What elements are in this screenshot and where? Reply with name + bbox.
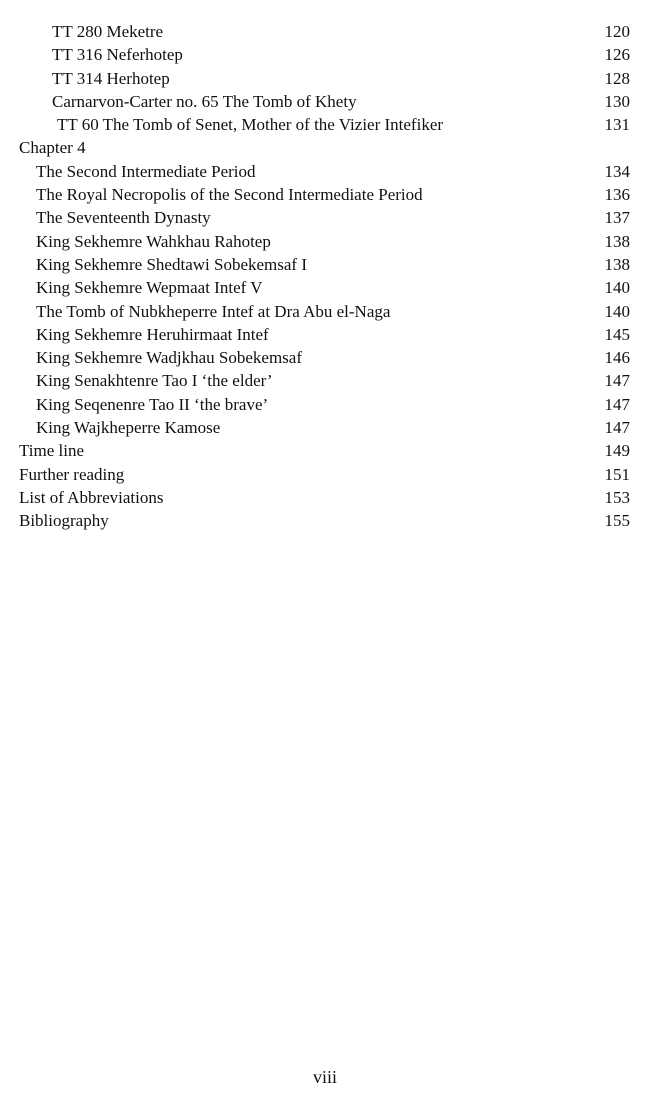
toc-entry-page: 145	[604, 324, 630, 344]
toc-entry-page: 147	[604, 418, 630, 438]
toc-entry	[0, 346, 650, 369]
toc-entry-title: List of Abbreviations	[19, 487, 164, 507]
toc-entry-title: King Sekhemre Wadjkhau Sobekemsaf	[36, 348, 303, 368]
toc-entry	[0, 113, 650, 136]
toc-entry-page: 147	[604, 371, 630, 391]
toc-entry-page: 130	[604, 91, 630, 111]
toc-entry	[0, 67, 650, 90]
toc-entry	[0, 276, 650, 299]
toc-entry-title: Chapter 4	[19, 138, 86, 158]
toc-entry-title: Further reading	[19, 464, 125, 484]
toc-entry-page: 138	[604, 231, 630, 251]
toc-entry	[0, 20, 650, 43]
toc-entry-title: Bibliography	[19, 511, 109, 531]
toc-entry	[0, 160, 650, 183]
toc-entry-title: King Sekhemre Heruhirmaat Intef	[36, 324, 269, 344]
toc-entry-title: TT 316 Neferhotep	[52, 45, 183, 65]
toc-entry-page: 146	[604, 348, 630, 368]
toc-entry-page: 137	[604, 208, 630, 228]
toc-entry-page: 151	[604, 464, 630, 484]
toc-entry-title: King Senakhtenre Tao I ‘the elder’	[36, 371, 273, 391]
toc-entry	[0, 230, 650, 253]
toc-entry-page: 138	[604, 254, 630, 274]
toc-entry-page: 147	[604, 394, 630, 414]
toc-entry	[0, 393, 650, 416]
toc-entry-page: 134	[604, 161, 630, 181]
toc-entry-title: The Tomb of Nubkheperre Intef at Dra Abu el-Naga	[36, 301, 391, 321]
toc-entry-page: 140	[604, 301, 630, 321]
toc-entry	[0, 90, 650, 113]
toc-entry	[0, 509, 650, 532]
toc-entry	[0, 369, 650, 392]
toc-entry-title: King Sekhemre Wahkhau Rahotep	[36, 231, 271, 251]
toc-entry-title: King Wajkheperre Kamose	[36, 418, 221, 438]
toc-entry-title: TT 314 Herhotep	[52, 68, 170, 88]
toc-entry	[0, 416, 650, 439]
toc-entry	[0, 323, 650, 346]
toc-entry	[0, 183, 650, 206]
toc-entry-page: 149	[604, 441, 630, 461]
toc-entry-page: 136	[604, 185, 630, 205]
table-of-contents	[0, 20, 650, 533]
toc-entry	[0, 486, 650, 509]
toc-entry	[0, 206, 650, 229]
toc-entry	[0, 463, 650, 486]
toc-entry-page: 120	[604, 22, 630, 41]
page-number: viii	[312, 1067, 337, 1087]
toc-entry-title: TT 280 Meketre	[52, 22, 164, 41]
toc-entry	[0, 253, 650, 276]
toc-entry-page: 155	[604, 511, 630, 531]
toc-entry-title: The Second Intermediate Period	[36, 161, 256, 181]
toc-entry	[0, 300, 650, 323]
toc-entry	[0, 43, 650, 66]
toc-entry-page: 140	[604, 278, 630, 298]
toc-entry-title: Time line	[19, 441, 85, 461]
toc-entry-page: 131	[604, 115, 630, 135]
toc-entry	[0, 439, 650, 462]
toc-entry-page: 126	[604, 45, 630, 65]
toc-entry-title: TT 60 The Tomb of Senet, Mother of the Vizier Intefiker	[57, 115, 444, 135]
toc-entry-page: 153	[604, 487, 630, 507]
toc-entry-page: 128	[604, 68, 630, 88]
toc-entry-title: The Royal Necropolis of the Second Intermediate Period	[36, 185, 423, 205]
toc-entry-title: Carnarvon-Carter no. 65 The Tomb of Khety	[52, 91, 357, 111]
toc-chapter-heading	[0, 136, 650, 159]
toc-entry-title: King Sekhemre Shedtawi Sobekemsaf I	[36, 254, 307, 274]
toc-entry-title: King Sekhemre Wepmaat Intef V	[36, 278, 263, 298]
toc-entry-title: King Seqenenre Tao II ‘the brave’	[36, 394, 269, 414]
toc-entry-title: The Seventeenth Dynasty	[36, 208, 211, 228]
